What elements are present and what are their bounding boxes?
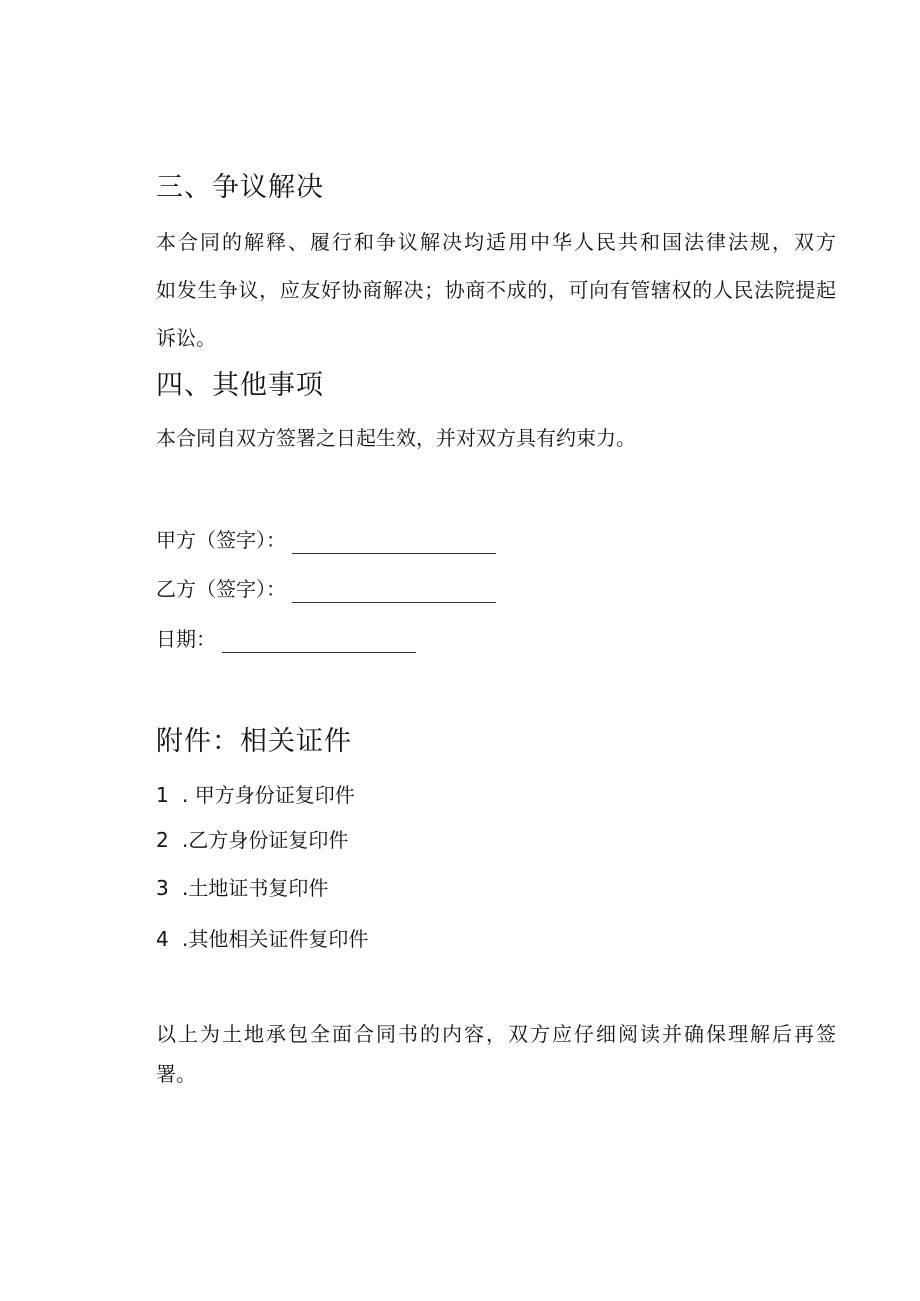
attachment-item-1 <box>156 781 355 809</box>
attachment-item-number: 2 <box>156 828 169 852</box>
attachment-item-4 <box>156 925 368 953</box>
attachment-item-text: .土地证书复印件 <box>182 876 329 900</box>
section-4-paragraph <box>156 414 836 462</box>
section-4-heading: 四、其他事项 <box>156 370 324 401</box>
attachment-item-text: .乙方身份证复印件 <box>182 828 349 852</box>
party-b-signature-label: 乙方（签字）： <box>156 577 286 601</box>
attachment-item-number: 4 <box>156 927 169 951</box>
date-row <box>156 625 416 653</box>
section-3-paragraph <box>156 218 836 362</box>
attachments-heading: 附件：相关证件 <box>156 726 352 757</box>
closing-paragraph <box>156 1010 836 1098</box>
party-b-signature-row <box>156 575 496 603</box>
section-3-line-3: 诉讼。 <box>156 326 216 350</box>
party-b-signature-blank[interactable] <box>292 580 496 603</box>
section-4-line-1: 本合同自双方签署之日起生效，并对双方具有约束力。 <box>156 426 636 450</box>
attachment-item-number: 3 <box>156 876 169 900</box>
party-a-signature-blank[interactable] <box>292 531 496 554</box>
date-blank[interactable] <box>222 630 416 653</box>
section-3-line-2: 如发生争议，应友好协商解决；协商不成的，可向有管辖权的人民法院提起 <box>156 278 836 302</box>
attachment-item-2 <box>156 826 348 854</box>
attachment-item-text: . 甲方身份证复印件 <box>182 783 355 807</box>
date-label: 日期： <box>156 627 216 651</box>
party-a-signature-row <box>156 526 496 554</box>
closing-line-1: 以上为土地承包全面合同书的内容，双方应仔细阅读并确保理解后再签 <box>156 1022 836 1046</box>
attachment-item-3 <box>156 874 328 902</box>
attachment-item-number: 1 <box>156 783 169 807</box>
section-3-heading: 三、争议解决 <box>156 172 324 203</box>
party-a-signature-label: 甲方（签字）： <box>156 528 286 552</box>
closing-line-2: 署。 <box>156 1062 196 1086</box>
section-3-line-1: 本合同的解释、履行和争议解决均适用中华人民共和国法律法规，双方 <box>156 230 836 254</box>
attachment-item-text: .其他相关证件复印件 <box>182 927 369 951</box>
